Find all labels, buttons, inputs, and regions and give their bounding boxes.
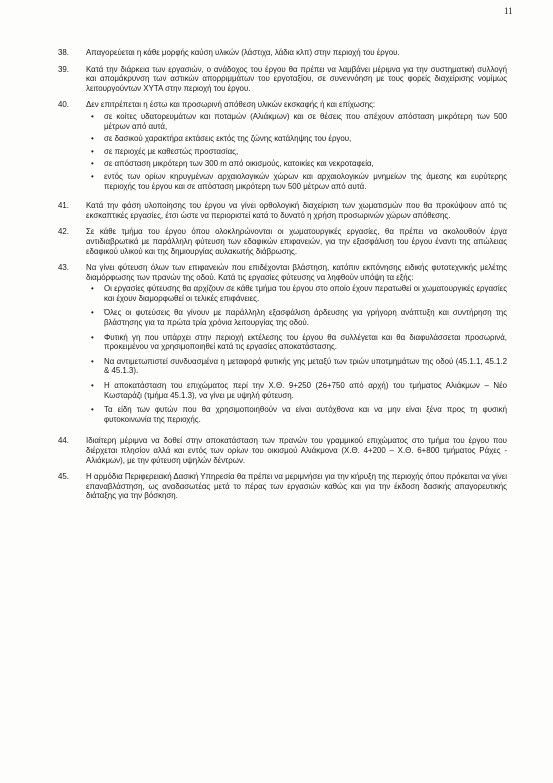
bullet-item: • Τα είδη των φυτών που θα χρησιμοποιηθούν να είναι αυτόχθονα και να μην είναι ξένα προς τη φυσική φυτοκοινωνία της περιοχής. — [86, 405, 507, 424]
bullet-item: • σε απόσταση μικρότερη των 300 m από οικισμούς, κατοικίες και νεκροταφεία, — [86, 159, 507, 169]
list-item — [52, 472, 507, 501]
item-number: 39. — [58, 64, 69, 74]
bullet-item: • Φυτική γη που υπάρχει στην περιοχή εκτέλεσης του έργου θα συλλέγεται και θα διαφυλάσσεται προσωρινά, προκειμένου να χρησιμοποιηθεί κατά τις εργασίες αποκατάστασης. — [86, 333, 507, 352]
item-number: 40. — [58, 100, 69, 110]
item-text: Η αρμόδια Περιφερειακή Δασική Υπηρεσία θα πρέπει να μεριμνήσει για την κήρυξη της περιοχής όπου πρόκειται να γίνει επαναβλάστηση, ως αναδασωτέας μετά το πέρας των εργασιών καθώς και για την έκδοση δασικής απαγορευτικής διάταξης για την βόσκηση. — [86, 472, 507, 501]
list-item — [52, 227, 507, 256]
item-text: Απαγορεύεται η κάθε μορφής καύση υλικών (λάστιχα, λάδια κλπ) στην περιοχή του έργου. — [86, 48, 400, 57]
item-text: Σε κάθε τμήμα του έργου όπου ολοκληρώνονται οι χωματουργικές εργασίες, θα πρέπει να ακολουθούν έργα αντιδιαβρωτικά με παράλληλη φύτευση των εδαφικών επιφανειών, για την εξασφάλιση του έργου έναντι της απώλειας εδαφικού υλικού και της δημιουργίας αυλακωτής διάβρωσης. — [86, 227, 507, 256]
page-number: 11 — [504, 6, 513, 16]
item-text: Να γίνει φύτευση όλων των επιφανειών που επιδέχονται βλάστηση, κατόπιν εκπόνησης ειδικής φυτοτεχνικής μελέτης διαμόρφωσης των πρανών της οδού. Κατά τις εργασίες φύτευσης να ληφθούν υπόψη τα εξής: — [86, 263, 507, 282]
list-item — [52, 100, 507, 194]
item-text: Κατά την διάρκεια των εργασιών, ο ανάδοχος του έργου θα πρέπει να λαμβάνει μέριμνα για την συστηματική συλλογή και απομάκρυνση των αστικών απορριμμάτων του εργοταξίου, σε συνεννόηση με τους φορείς διαχείρισης νομίμως λειτουργούντων ΧΥΤΑ στην περιοχή του έργου. — [86, 64, 507, 93]
item-number: 43. — [58, 263, 69, 273]
bullet-item: • εντός των ορίων κηρυγμένων αρχαιολογικών χώρων και αρχαιολογικών μνημείων της άμεσης και ευρύτερης περιοχής του έργου και σε απόσταση μικρότερη των 500 μέτρων από αυτά. — [86, 172, 507, 191]
list-item — [52, 48, 507, 58]
bullet-item: • Να αντιμετωπιστεί συνδυασμένα η μεταφορά φυτικής γης μεταξύ των τριών υποτμημάτων της οδού (45.1.1, 45.1.2 & 45.1.3). — [86, 357, 507, 376]
bullet-item: • σε περιοχές με καθεστώς προστασίας, — [86, 147, 507, 157]
list-item — [52, 436, 507, 465]
list-item — [52, 263, 507, 429]
item-text: Δεν επιτρέπεται η έστω και προσωρινή απόθεση υλικών εκσκαφής ή και επίχωσης: — [86, 100, 376, 110]
list-item — [52, 65, 507, 94]
list-item — [52, 201, 507, 220]
item-text: Κατά την φάση υλοποίησης του έργου να γίνει ορθολογική διαχείριση των χωματισμών που θα προκύψουν από τις εκσκαπτικές εργασίες, έτσι ώστε να περιοριστεί κατά το δυνατό η χρήση προσωρινών χώρων απόθεσης. — [86, 201, 507, 220]
bullet-item: • σε κοίτες υδατορευμάτων και ποταμών (Αλιάκμων) και σε θέσεις που απέχουν απόσταση μικρότερη των 500 μέτρων από αυτά, — [86, 112, 507, 131]
item-number: 41. — [58, 201, 69, 211]
item-text: Ιδιαίτερη μέριμνα να δοθεί στην αποκατάσταση των πρανών του γραμμικού επιχώματος στο τμήμα του έργου που διέρχεται πλησίον αλλά και εντός των ορίων του οικισμού Αλιάκμονα (Χ.Θ. 4+200 – Χ.Θ. 6+800 τμήματος Ράχες - Αλιάκμων), με την φύτευση υψηλών δέντρων. — [86, 436, 507, 465]
item-number: 45. — [58, 472, 69, 482]
bullet-list — [86, 112, 507, 191]
item-number: 42. — [58, 227, 69, 237]
item-number: 38. — [58, 48, 69, 57]
document-body — [52, 48, 507, 508]
bullet-item: • Όλες οι φυτεύσεις θα γίνουν με παράλληλη εξασφάλιση άρδευσης για γρήγορη ανάπτυξη και συντήρηση της βλάστησης για τα πρώτα τρία χρόνια λειτουργίας της οδού. — [86, 308, 507, 327]
bullet-list — [86, 284, 507, 424]
item-number: 44. — [58, 436, 69, 446]
bullet-item: • σε δασικού χαρακτήρα εκτάσεις εκτός της ζώνης κατάληψης του έργου, — [86, 134, 507, 144]
bullet-item: • Η αποκατάσταση του επιχώματος περί την Χ.Θ. 9+250 (26+750 από αρχή) του τμήματος Αλιάκμων – Νέο Κωσταράζι (τμήμα 45.1.3), να γίνει με υψηλή φύτευση. — [86, 381, 507, 400]
bullet-item: • Οι εργασίες φύτευσης θα αρχίζουν σε κάθε τμήμα του έργου στο οποίο έχουν περατωθεί οι χωματουργικές εργασίες και έχουν διαμορφωθεί οι τελικές επιφάνειες. — [86, 284, 507, 303]
